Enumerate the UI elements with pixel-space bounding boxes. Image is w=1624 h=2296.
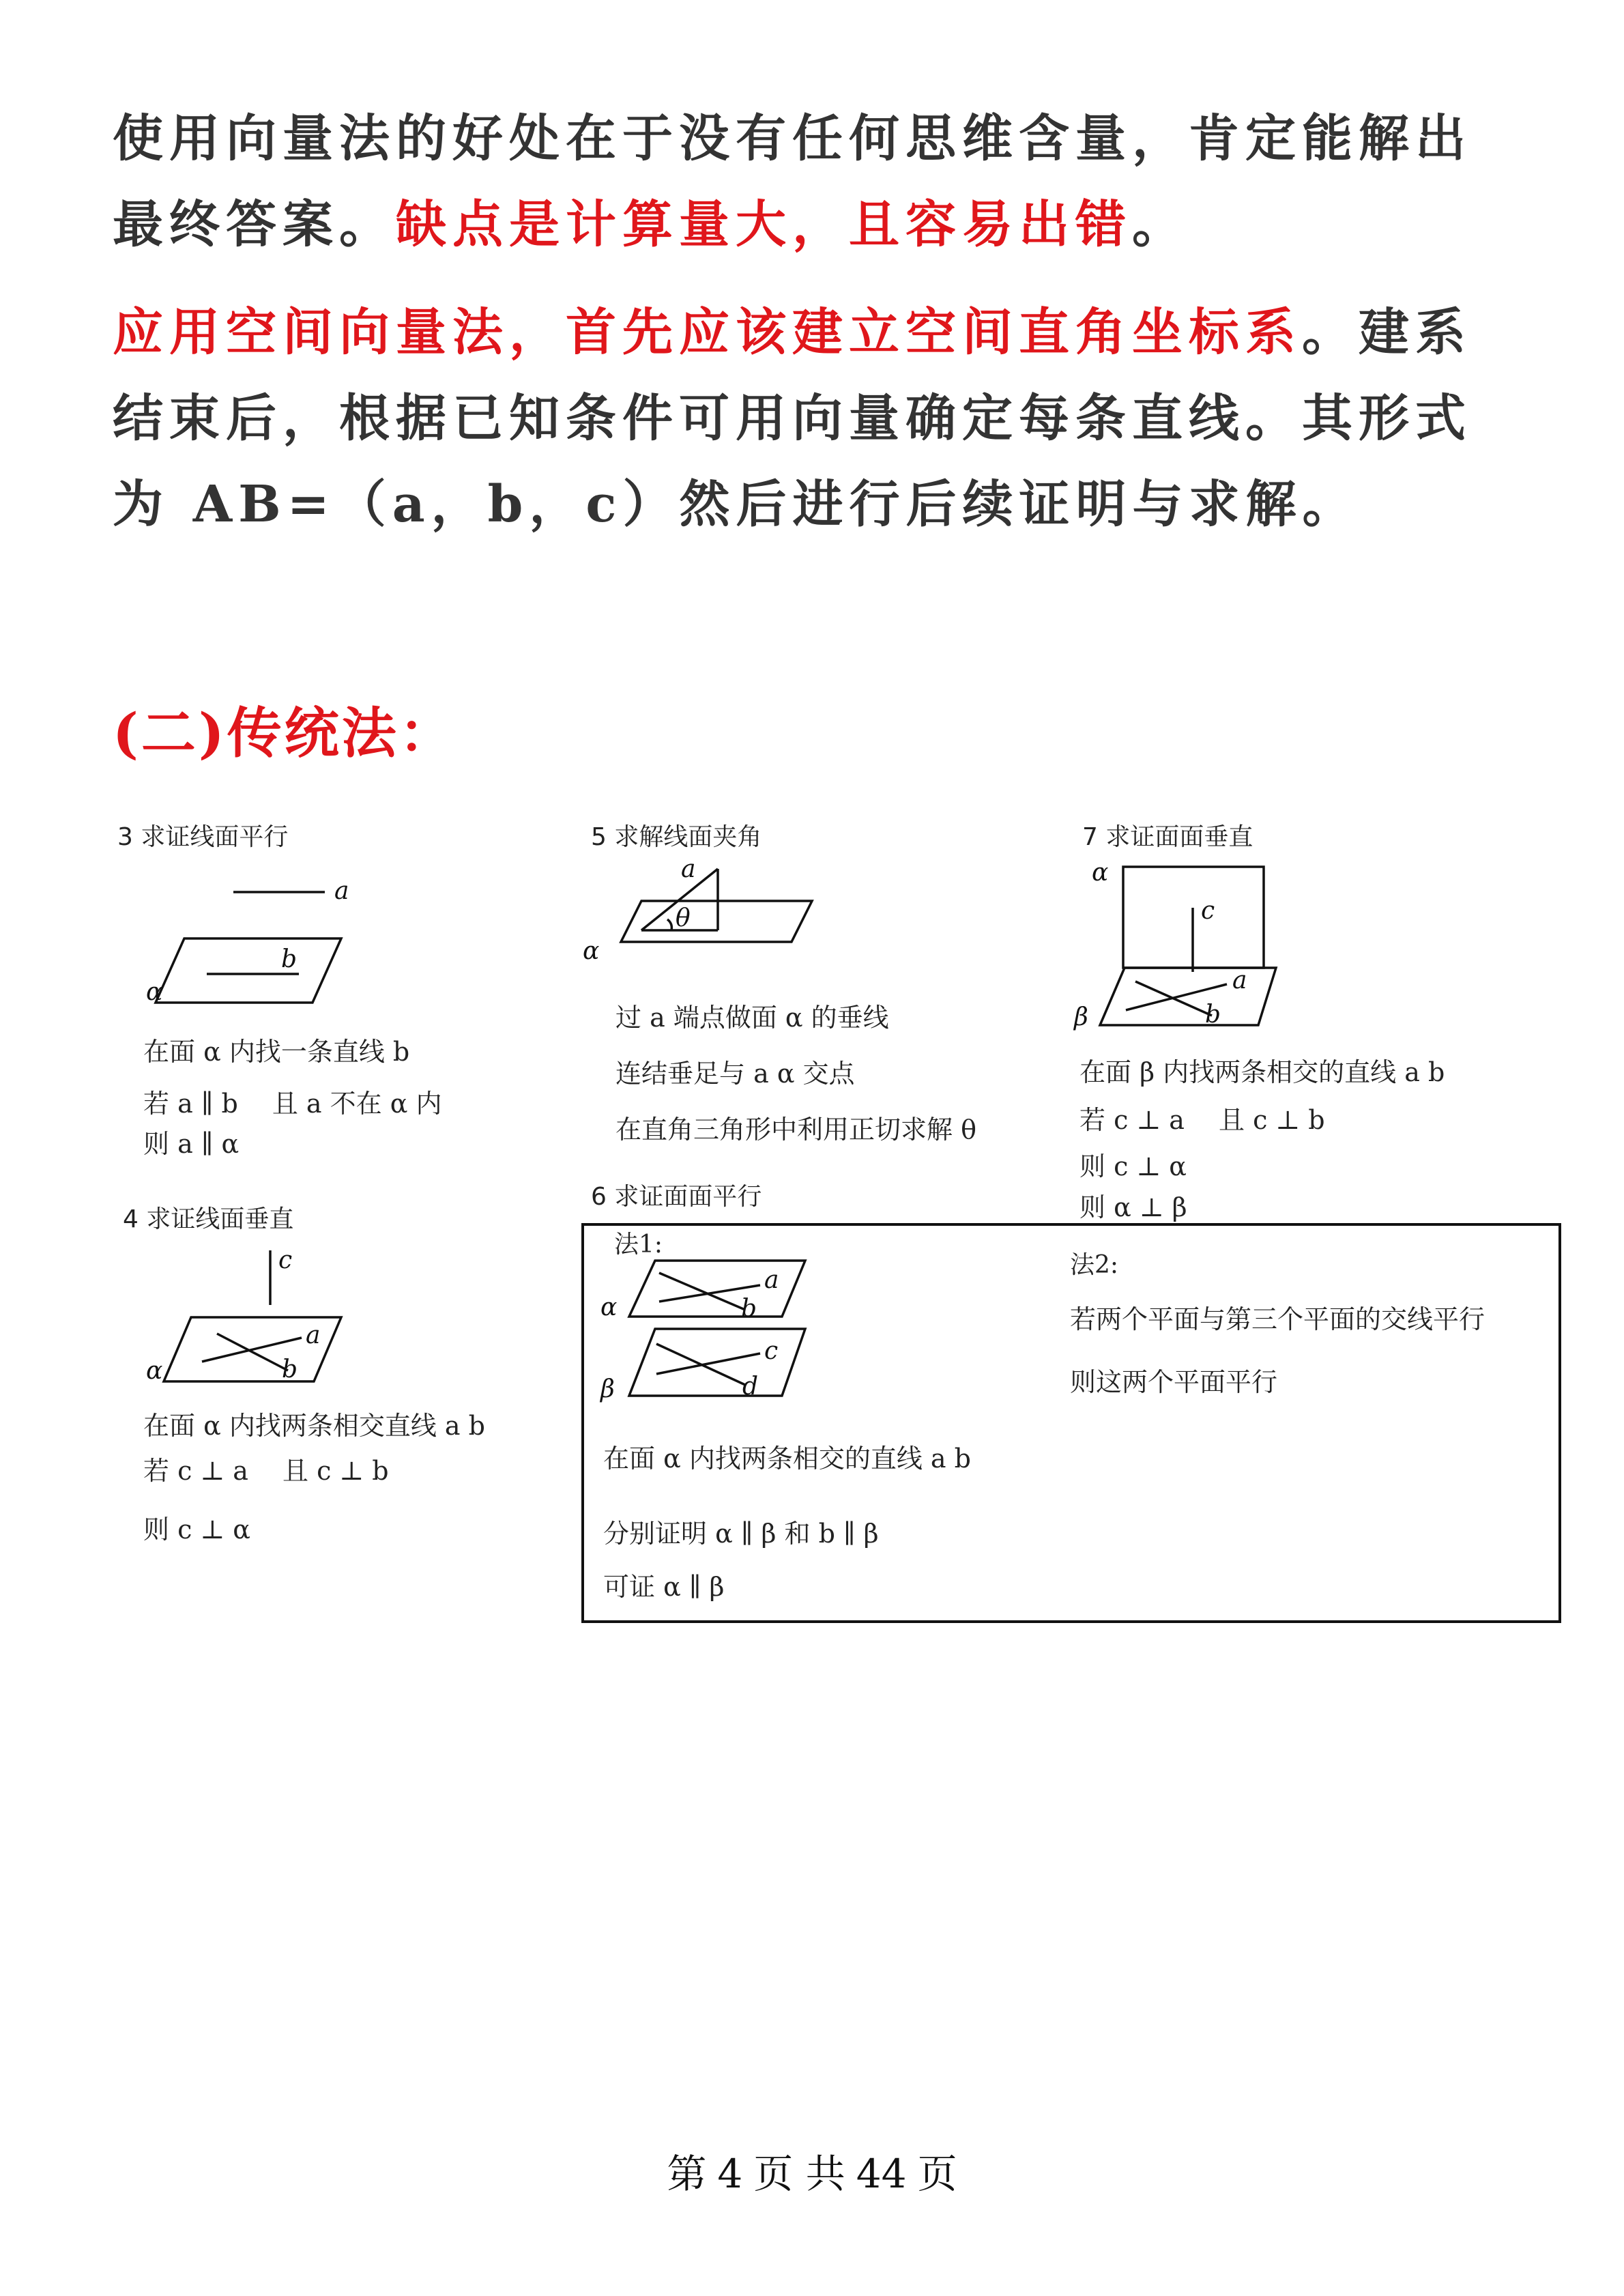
label-a: a [306,1321,321,1349]
block4-line2: 若 c ⊥ a 且 c ⊥ b [143,1456,389,1486]
label-c: c [278,1246,293,1274]
label-alpha: α [600,1293,618,1321]
block5-diagram [573,850,805,973]
label-a: a [334,877,349,905]
label-b: b [1205,1001,1221,1029]
label-a: a [1232,966,1247,994]
coordinate-rest: 。建系结束后，根据已知条件可用向量确定每条直线。其形式为 AB=（a，b，c）然后进行后续证明与求解。 [113,303,1472,534]
paragraph-vector-method-pros-cons [113,96,1518,268]
pros-text: 使用向量法的好处在于没有任何思维含量，肯定能解出最终答案。 [113,109,1472,254]
method1-label: 法1: [614,1231,663,1259]
line-c [656,1353,760,1374]
block3-diagram [136,863,368,1020]
cons-period: 。 [1132,195,1189,254]
block6-method2-line2: 则这两个平面平行 [1070,1367,1278,1397]
label-d: d [742,1373,759,1401]
line-b [659,1273,745,1310]
block4-diagram [143,1242,362,1386]
footer-suffix: 页 [917,2151,957,2197]
block5-line1: 过 a 端点做面 α 的垂线 [615,1003,889,1033]
label-a: a [681,855,696,883]
block6-method2-line1: 若两个平面与第三个平面的交线平行 [1070,1304,1485,1334]
label-alpha: α [146,978,163,1006]
page-footer [0,2142,1624,2199]
label-beta: β [1074,1003,1088,1031]
paragraph-coordinate-system [113,289,1518,547]
line-b [217,1334,288,1371]
block6-title: 6 求证面面平行 [591,1183,762,1211]
block3-line1: 在面 α 内找一条直线 b [143,1037,410,1067]
label-b: b [281,945,298,973]
footer-mid: 页 共 [753,2151,845,2197]
angle-arc [667,919,671,930]
block4-line3: 则 c ⊥ α [143,1515,250,1545]
method2-label: 法2: [1070,1251,1119,1279]
label-alpha: α [146,1357,163,1385]
cons-highlight: 缺点是计算量大，且容易出错 [396,195,1132,254]
block4-line1: 在面 α 内找两条相交直线 a b [143,1411,485,1441]
label-theta: θ [676,904,691,932]
footer-prefix: 第 [667,2151,707,2197]
label-beta: β [600,1375,615,1403]
label-alpha: α [1092,859,1109,887]
plane-alpha [621,901,812,942]
plane-beta [1100,968,1276,1025]
block5-line2: 连结垂足与 a α 交点 [615,1059,855,1089]
block5-title: 5 求解线面夹角 [591,823,762,851]
block6-method1-line2: 分别证明 α ∥ β 和 b ∥ β [603,1519,879,1549]
block4-title: 4 求证线面垂直 [123,1205,294,1233]
block7-line4: 则 α ⊥ β [1079,1192,1187,1222]
label-b: b [741,1295,757,1323]
block6-method1-line1: 在面 α 内找两条相交的直线 a b [603,1444,971,1474]
label-c: c [1201,897,1215,925]
block5-line3: 在直角三角形中利用正切求解 θ [615,1115,976,1145]
block3-title: 3 求证线面平行 [117,823,289,851]
block7-line1: 在面 β 内找两条相交的直线 a b [1079,1057,1445,1087]
coordinate-highlight: 应用空间向量法，首先应该建立空间直角坐标系 [113,303,1302,362]
block7-line2: 若 c ⊥ a 且 c ⊥ b [1079,1105,1325,1135]
footer-total-pages: 44 [856,2151,907,2197]
label-a: a [764,1266,779,1294]
block7-diagram [1071,855,1303,1032]
block7-line3: 则 c ⊥ α [1079,1151,1187,1181]
label-b: b [282,1355,298,1383]
label-alpha: α [583,937,600,965]
plane-alpha [156,938,341,1003]
label-c: c [764,1337,779,1365]
block6-diagram [594,1252,826,1416]
block3-line2: 若 a ∥ b 且 a 不在 α 内 [143,1089,442,1119]
block7-title: 7 求证面面垂直 [1082,823,1253,851]
block6-method1-line3: 可证 α ∥ β [603,1572,725,1602]
section-heading-traditional-method: (二)传统法： [113,701,456,765]
block3-line3: 则 a ∥ α [143,1129,240,1159]
footer-page-number: 4 [717,2151,743,2197]
